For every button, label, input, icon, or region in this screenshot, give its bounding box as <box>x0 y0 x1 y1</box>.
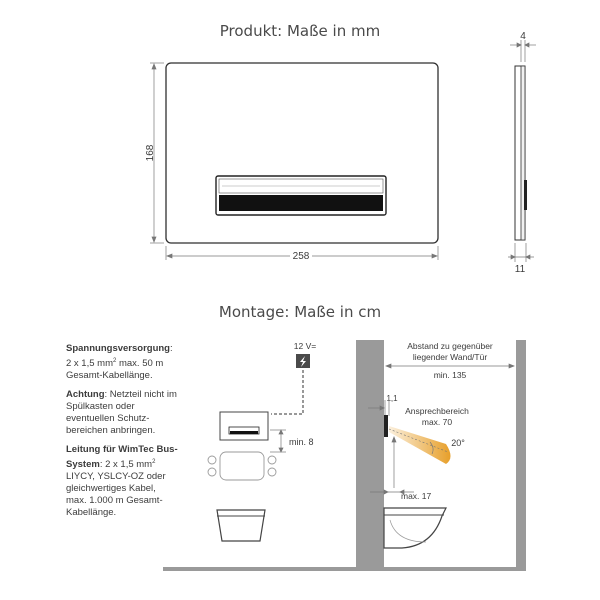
toilet-illustration <box>384 508 446 548</box>
sensor-cone <box>389 426 451 464</box>
distance-label-2: liegender Wand/Tür <box>412 352 488 362</box>
cistern-outline <box>208 452 276 480</box>
note-attention: Achtung: Netzteil nicht im Spülkasten oder eventuellen Schutz-bereichen anbringen. <box>66 389 177 437</box>
note-power-sup: 2 <box>113 358 117 364</box>
offset-label: 1,1 <box>386 394 398 403</box>
note-cable-text-2: LIYCY, YSLCY-OZ oder gleichwertiges Kabel, max. 1.000 m Gesamt-Kabellänge. <box>66 471 166 519</box>
min-8-label: min. 8 <box>289 437 314 447</box>
installation-notes <box>66 343 178 526</box>
product-title: Produkt: Maße in mm <box>219 22 381 40</box>
note-cable-text-1: 2 x 1,5 mm <box>102 459 153 471</box>
plate-side-montage <box>384 415 388 437</box>
dimension-min-8 <box>270 430 286 452</box>
note-attention-text: Netzteil nicht im Spülkasten oder eventuellen Schutz-bereichen anbringen. <box>66 389 177 437</box>
note-power-text-2: max. 50 m Gesamt-Kabellänge. <box>66 358 164 382</box>
note-cable: Leitung für WimTec Bus-System: 2 x 1,5 $mm^2$ LIYCY, YSLCY-OZ oder gleichwertiges Kabel, max. 1.000 m Gesamt-Kabellänge. <box>66 444 178 519</box>
note-power-text-1: 2 x 1,5 mm <box>66 358 113 370</box>
note-cable-heading: Leitung für WimTec Bus-System <box>66 444 178 471</box>
cable-line <box>271 370 303 414</box>
voltage-label: 12 V= <box>293 341 317 351</box>
note-attention-heading: Achtung <box>66 389 105 401</box>
montage-title: Montage: Maße in cm <box>218 303 382 321</box>
product-front-view <box>166 63 438 243</box>
min-135-label: min. 135 <box>433 370 467 380</box>
dimension-min-135 <box>386 364 514 368</box>
power-supply <box>294 341 316 368</box>
max-17-label: max. 17 <box>401 491 432 501</box>
flush-plate-montage <box>220 412 268 440</box>
product-side-view <box>515 66 527 240</box>
note-power: Spannungsversorgung: 2 x 1,5 $mm^2$ max. 50 m Gesamt-Kabellänge. <box>66 343 173 382</box>
note-cable-sup: 2 <box>152 459 156 466</box>
depth-top-label: 4 <box>520 31 526 42</box>
angle-label: 20° <box>451 438 465 448</box>
note-power-heading: Spannungsversorgung <box>66 343 170 354</box>
range-label-1: Ansprechbereich <box>405 406 469 416</box>
depth-bottom-label: 11 <box>514 264 526 275</box>
range-label-2: max. 70 <box>421 417 453 427</box>
width-label: 258 <box>292 251 310 262</box>
distance-label-1: Abstand zu gegenüber <box>407 341 493 351</box>
bucket-illustration <box>217 510 265 541</box>
height-label: 168 <box>145 144 156 162</box>
